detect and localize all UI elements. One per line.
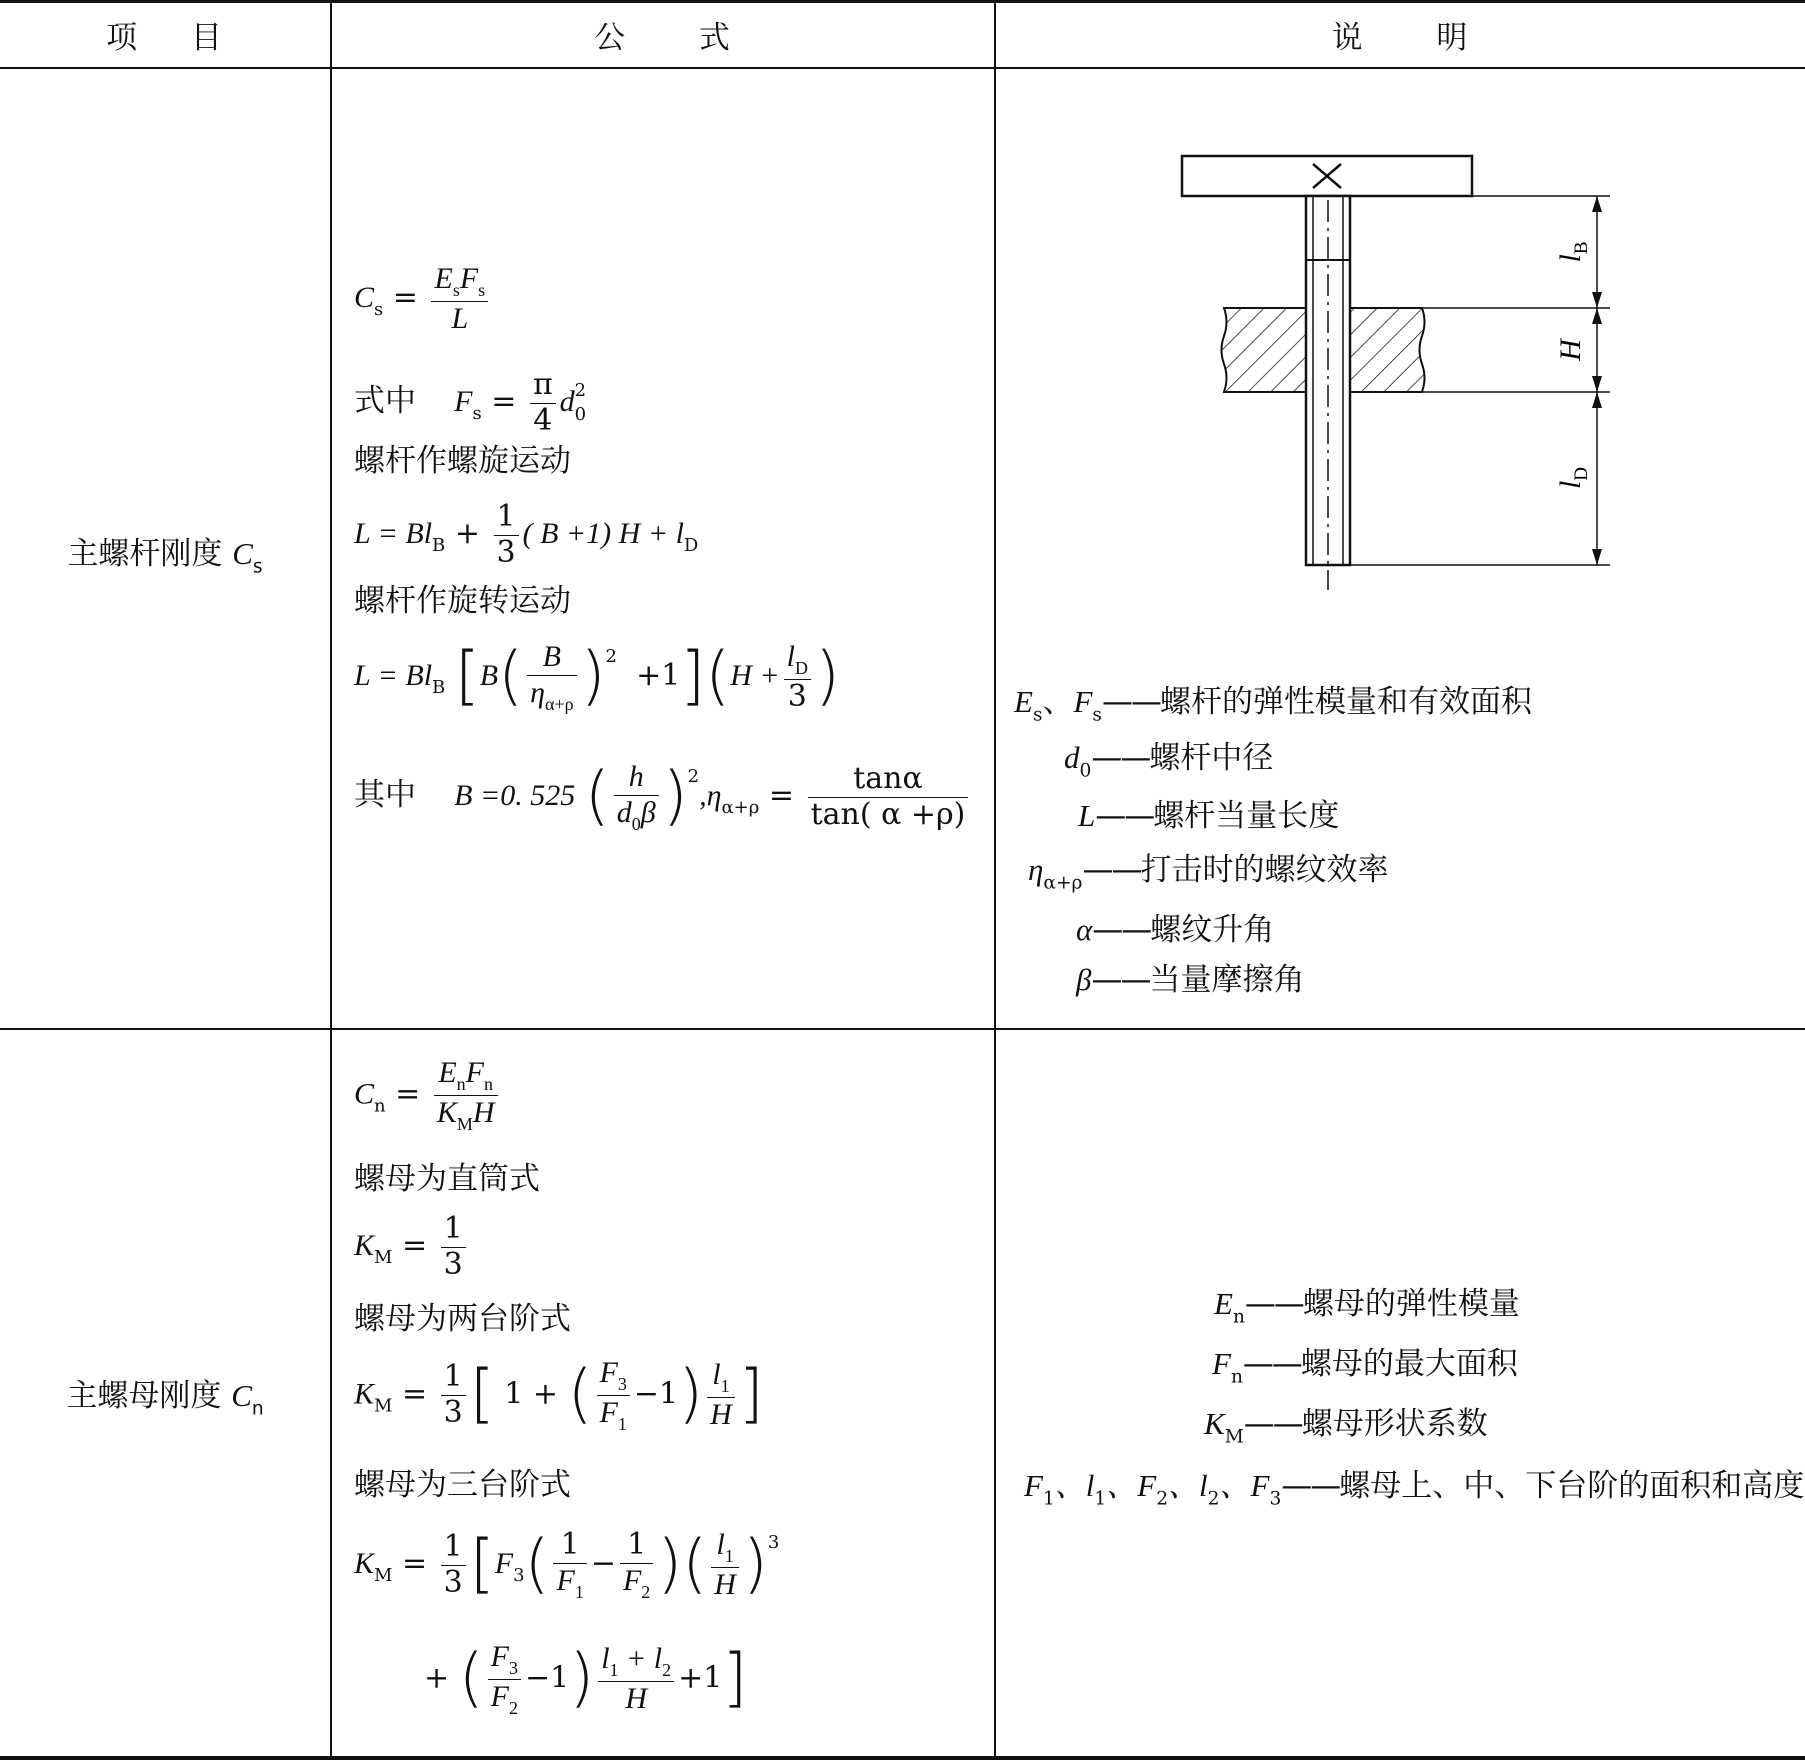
row1-item-symbol: C [232, 536, 253, 571]
k3-e-denominator: H [625, 1681, 647, 1715]
cs-num-f-sub: s [478, 280, 486, 301]
fs-fraction [530, 368, 556, 438]
l2-lhs: L = Bl [354, 659, 433, 693]
row1-item [0, 528, 330, 577]
k2-l-denominator: H [710, 1397, 732, 1431]
k3-bracket-close: ] [722, 1641, 748, 1716]
legend-key-sub: M [1224, 1426, 1244, 1448]
legend-desc: 螺杆中径 [1149, 740, 1274, 776]
fs-numerator: π [530, 368, 556, 404]
cn-formula: $C_n$ = $\frac{E_nF_n}{K_MH}$ [354, 1056, 502, 1135]
b-denominator [614, 796, 659, 835]
legend-dash: —— [1244, 1286, 1303, 1322]
l-formula-2 [354, 640, 840, 714]
l2-bracket-open: [ [454, 639, 480, 714]
l1-fraction [494, 500, 519, 570]
legend-key-sub: 0 [1079, 760, 1092, 782]
l2-exp: 2 [605, 645, 617, 667]
k3-paren-a-close: ) [657, 1527, 683, 1602]
k1-lhs: K [354, 1229, 375, 1262]
cn-num-e-sub: n [456, 1074, 466, 1095]
legend-desc: 螺母形状系数 [1301, 1406, 1488, 1442]
k3-numerator: 1 [441, 1530, 466, 1566]
k3-f: F [494, 1547, 514, 1581]
legend-s4-sub: 3 [1269, 1488, 1282, 1510]
case-nut-straight: 螺母为直筒式 [354, 1161, 540, 1197]
row2-legend-4 [1024, 1460, 1804, 1509]
k3-c-numerator [711, 1528, 739, 1568]
cn-fraction [434, 1056, 498, 1135]
k3-plus-one: +1 [678, 1660, 723, 1696]
k2-fraction [441, 1360, 466, 1430]
k1-numerator: 1 [441, 1212, 466, 1248]
cn-num-f-sub: n [484, 1074, 493, 1095]
row2-item [0, 1370, 330, 1419]
b-exp: 2 [687, 765, 700, 787]
legend-dash: —— [1091, 962, 1150, 998]
k2-bracket-open: [ [469, 1357, 495, 1432]
cn-numerator [434, 1056, 498, 1096]
l1-rest-sub: D [683, 535, 699, 557]
legend-desc: 当量摩擦角 [1149, 962, 1305, 998]
k3-e-fraction [598, 1642, 674, 1716]
row2-item-symbol: C [231, 1378, 252, 1413]
fs-denominator: 4 [533, 402, 553, 438]
l2-f2-num-l: l [786, 640, 795, 673]
legend-key: α [1076, 912, 1093, 947]
k3-formula-line1: $K_M$ = $\frac{1}{3}$ [$F_3$( $\frac{1}{F_1}$ − $\frac{1}{F_2}$ )( $\frac{l_1}{H}$ )$^3$ [354, 1527, 780, 1602]
k3-e-num-sub2: 2 [662, 1660, 672, 1681]
k2-paren-open: ( [567, 1357, 593, 1432]
k3-e-num-mid: + l [626, 1642, 663, 1676]
table-bottom-border [0, 1756, 1805, 1760]
cn-den-sub: M [456, 1113, 473, 1134]
k3-paren-c-open: ( [682, 1527, 708, 1602]
k2-one-plus: 1 + [504, 1376, 559, 1412]
k2-inum-f: F [599, 1356, 618, 1389]
k3-d-denominator [488, 1680, 521, 1719]
l2-den-eta: η [530, 675, 545, 709]
row-divider [0, 1028, 1805, 1030]
cn-num-f: F [465, 1056, 484, 1089]
legend-desc: 螺纹升角 [1150, 912, 1275, 948]
row2-legend-2 [1212, 1338, 1518, 1387]
legend-dash: —— [1281, 1468, 1340, 1504]
legend-s1-sub: 1 [1094, 1488, 1107, 1510]
where-label: 式中 [354, 383, 416, 419]
cs-formula: $C_s$ = $\frac{E_sF_s}{L}$ [354, 262, 492, 336]
legend-key2: F [1073, 684, 1093, 719]
k3-plus: + [424, 1660, 450, 1696]
header-formula: 公 式 [594, 19, 732, 56]
l2-f2-denominator: 3 [787, 678, 807, 714]
k3-formula-line2 [424, 1640, 747, 1719]
cs-lhs: C [354, 281, 375, 315]
eta-fraction [808, 762, 969, 832]
row1-item-sub: s [252, 556, 263, 578]
l1-plus: + [454, 516, 480, 551]
legend-key: η [1028, 852, 1044, 887]
b-eta-formula [354, 760, 972, 834]
k3-c-num-sub: 1 [724, 1546, 734, 1567]
cs-fraction [431, 262, 488, 336]
legend-dash: —— [1101, 684, 1160, 720]
l2-den-sub: α+ρ [544, 693, 574, 714]
b-paren-open: ( [584, 759, 610, 834]
cn-num-e: E [438, 1056, 457, 1089]
k3-a-numerator: 1 [553, 1528, 586, 1564]
legend-dash: —— [1082, 852, 1141, 888]
legend-dash: —— [1095, 798, 1154, 834]
legend-s4: 、F [1219, 1468, 1270, 1503]
row2-item-sub: n [251, 1398, 264, 1420]
row1-item-label: 主螺杆刚度 [67, 536, 223, 572]
k3-fraction [441, 1530, 466, 1600]
legend-dash: —— [1091, 740, 1150, 776]
b-den-d: d [616, 795, 632, 829]
legend-key2-sub: s [1092, 704, 1102, 726]
k1-fraction [441, 1212, 466, 1282]
l2-b: B [479, 659, 499, 693]
k3-f-sub: 3 [513, 1565, 525, 1587]
other-label: 其中 [354, 777, 416, 814]
k2-l-numerator [707, 1358, 735, 1398]
cn-den-h: H [472, 1095, 495, 1129]
col-divider-2 [994, 0, 996, 1760]
k3-d-den-sub: 2 [508, 1697, 518, 1718]
l2-lhs-sub: B [432, 677, 446, 699]
legend-key: E [1014, 684, 1033, 719]
dim-label-h: H [1554, 339, 1587, 361]
cn-lhs: C [354, 1077, 375, 1111]
k2-lnum-l: l [712, 1358, 721, 1392]
cs-lhs-sub: s [374, 299, 384, 321]
legend-key-sub: 1 [1042, 1488, 1055, 1510]
legend-s3: 、l [1168, 1468, 1208, 1503]
k2-minus-one: −1 [633, 1376, 679, 1412]
k3-c-fraction [711, 1528, 739, 1602]
k3-d-minus-one: −1 [524, 1660, 570, 1696]
eta-numerator: tanα [808, 762, 969, 798]
k3-c-denominator: H [714, 1567, 736, 1601]
legend-s2: 、F [1106, 1468, 1157, 1503]
eta-sub: α+ρ [721, 797, 760, 819]
legend-dash: —— [1092, 912, 1151, 948]
legend-key-sub: n [1232, 1306, 1245, 1328]
k3-paren-a-open: ( [524, 1527, 550, 1602]
row2-legend-1 [1214, 1278, 1520, 1327]
cn-denominator [434, 1096, 498, 1135]
k3-b-den-f: F [622, 1563, 642, 1597]
l2-paren-close: ) [580, 639, 606, 714]
nut-left-section [1222, 308, 1307, 392]
legend-key: L [1078, 798, 1096, 833]
row1-legend-1 [1014, 676, 1532, 725]
l2-numerator: B [527, 640, 576, 676]
l1-denominator: 3 [496, 534, 516, 570]
k3-d-numerator [488, 1640, 521, 1680]
screw-diagram [1160, 140, 1630, 600]
dim-label-ld: $l_D$ [1554, 466, 1592, 490]
cs-num-f: F [459, 262, 479, 295]
l2-paren-open: ( [498, 639, 524, 714]
k3-a-fraction [553, 1528, 586, 1602]
cn-den-k: K [436, 1095, 457, 1129]
k3-lhs: K [354, 1547, 375, 1581]
eta-eq: = [768, 778, 795, 814]
legend-s3-sub: 2 [1207, 1488, 1220, 1510]
b-fraction [614, 760, 659, 834]
l2-f2-num-sub: D [795, 658, 808, 679]
row1-legend-2 [1064, 732, 1273, 781]
b-den-beta: β [640, 795, 656, 829]
row2-item-label: 主螺母刚度 [66, 1378, 222, 1414]
l2-plus-one: +1 [636, 658, 681, 694]
case-nut-three-step: 螺母为三台阶式 [354, 1467, 571, 1503]
k2-inum-sub: 3 [617, 1374, 627, 1395]
k2-lnum-sub: 1 [720, 1376, 730, 1397]
legend-desc: 螺母的弹性模量 [1302, 1286, 1520, 1322]
k2-numerator: 1 [441, 1360, 466, 1396]
l1-numerator: 1 [494, 500, 519, 536]
case-nut-two-step: 螺母为两台阶式 [354, 1301, 571, 1337]
k3-d-fraction [488, 1640, 521, 1719]
k2-paren-close: ) [678, 1357, 704, 1432]
fs-lhs-sub: s [472, 403, 482, 425]
k3-minus: − [590, 1546, 616, 1582]
k2-denominator: 3 [443, 1394, 463, 1430]
k3-exp: 3 [767, 1531, 780, 1553]
header-description: 说 明 [1331, 19, 1470, 56]
l2-fraction-2 [784, 640, 811, 714]
k3-lhs-sub: M [374, 1565, 393, 1587]
legend-desc: 打击时的螺纹效率 [1140, 852, 1389, 888]
legend-key: F [1212, 1346, 1231, 1381]
header-item: 项 目 [106, 19, 224, 56]
l1-rest: ( B +1) H + l [522, 517, 684, 550]
k3-a-den-sub: 1 [574, 1581, 584, 1602]
k3-e-numerator [598, 1642, 674, 1682]
k1-denominator: 3 [443, 1246, 463, 1282]
k3-e-num-l1: l [601, 1642, 610, 1676]
k3-a-denominator [553, 1564, 586, 1603]
k3-bracket-open: [ [469, 1527, 495, 1602]
k1-formula: $K_M$ = $\frac{1}{3}$ [354, 1212, 470, 1282]
k2-lhs-sub: M [374, 1395, 393, 1417]
b-den-sub: 0 [631, 813, 641, 834]
case-screw-helical: 螺杆作螺旋运动 [354, 443, 571, 479]
k3-d-den-f: F [490, 1679, 509, 1713]
legend-dash: —— [1242, 1346, 1301, 1382]
k3-c-num-l: l [716, 1528, 725, 1561]
row2-legend-3 [1204, 1398, 1488, 1447]
k2-lhs: K [354, 1377, 375, 1411]
k3-b-denominator [620, 1564, 653, 1603]
k3-b-numerator: 1 [620, 1528, 653, 1564]
k3-d-num-f: F [490, 1640, 509, 1673]
l1-lhs-sub: B [432, 535, 446, 557]
legend-dash: —— [1243, 1406, 1302, 1442]
legend-s2-sub: 2 [1156, 1488, 1169, 1510]
legend-key: K [1204, 1406, 1225, 1441]
legend-key: E [1214, 1286, 1233, 1321]
l2-fraction [527, 640, 576, 714]
k2-l-fraction [707, 1358, 735, 1432]
l2-paren2-close: ) [815, 639, 840, 714]
legend-s1: 、l [1054, 1468, 1095, 1503]
cs-denominator: L [451, 301, 469, 335]
legend-key-sub: α+ρ [1043, 872, 1083, 894]
l2-bracket-close: ] [680, 639, 706, 714]
k2-bracket-close: ] [738, 1357, 764, 1432]
l2-paren2-open: ( [705, 639, 731, 714]
b-paren-close: ) [662, 759, 688, 834]
dim-label-lb: $l_B$ [1554, 241, 1592, 263]
col-divider-1 [330, 0, 332, 1760]
fs-d-sup: 2 [574, 380, 587, 401]
eta-lhs: ,η [699, 779, 722, 813]
k2-formula: $K_M$ = $\frac{1}{3}$ [ 1 + ( $\frac{F_3}{F_1}$ −1) $\frac{l_1}{H}$ ] [354, 1356, 764, 1434]
k3-a-den-f: F [556, 1563, 575, 1597]
nut-right-section [1350, 308, 1425, 392]
legend-desc: 螺杆的弹性模量和有效面积 [1159, 684, 1532, 720]
k3-paren-d-close: ) [569, 1641, 595, 1716]
l-formula-1 [354, 500, 698, 570]
eta-denominator: tan( α +ρ) [810, 796, 966, 832]
k3-b-fraction [620, 1528, 653, 1602]
b-numerator: h [614, 760, 659, 796]
legend-sep: 、 [1042, 684, 1074, 720]
k2-iden-sub: 1 [617, 1413, 627, 1434]
l2-f2-numerator [784, 640, 811, 680]
fs-d: d [559, 385, 575, 418]
k2-inner-fraction [597, 1356, 630, 1435]
k1-lhs-sub: M [374, 1247, 393, 1269]
row1-legend-6 [1076, 954, 1304, 999]
legend-key: F [1024, 1468, 1043, 1503]
fs-lhs: F [454, 385, 473, 418]
case-screw-rotary: 螺杆作旋转运动 [354, 583, 571, 619]
k3-d-num-sub: 3 [508, 1658, 518, 1679]
k2-inner-numerator [597, 1356, 630, 1396]
k3-paren-d-open: ( [458, 1641, 484, 1716]
k3-e-num-sub1: 1 [609, 1660, 619, 1681]
row1-legend-3 [1078, 790, 1339, 835]
b-lhs: B =0. 525 [454, 779, 576, 813]
cs-numerator [431, 262, 488, 302]
fs-formula: 式中 $F_s$ = $\frac{\pi}{4}$ d 2 0 [354, 367, 587, 438]
legend-key-sub: s [1032, 704, 1043, 726]
k3-denominator: 3 [443, 1564, 463, 1600]
legend-key-sub: n [1230, 1366, 1243, 1388]
k2-iden-f: F [599, 1395, 618, 1429]
l1-lhs: L = Bl [354, 517, 433, 550]
l2-h: H + [730, 659, 780, 693]
cs-num-e: E [434, 262, 453, 295]
k2-inner-denominator [597, 1396, 630, 1435]
legend-key: d [1064, 740, 1080, 775]
fs-d-sub: 0 [574, 404, 587, 425]
l2-denominator [527, 676, 576, 715]
k3-b-den-sub: 2 [641, 1581, 651, 1602]
legend-desc: 螺母上、中、下台阶的面积和高度 [1339, 1468, 1805, 1504]
row1-legend-5 [1076, 904, 1274, 949]
legend-desc: 螺母的最大面积 [1300, 1346, 1518, 1382]
legend-key: β [1076, 962, 1092, 997]
cn-lhs-sub: n [374, 1095, 386, 1117]
row1-legend-4 [1028, 844, 1388, 893]
legend-desc: 螺杆当量长度 [1153, 798, 1340, 834]
cs-num-e-sub: s [452, 280, 460, 301]
k3-paren-c-close: ) [742, 1527, 768, 1602]
